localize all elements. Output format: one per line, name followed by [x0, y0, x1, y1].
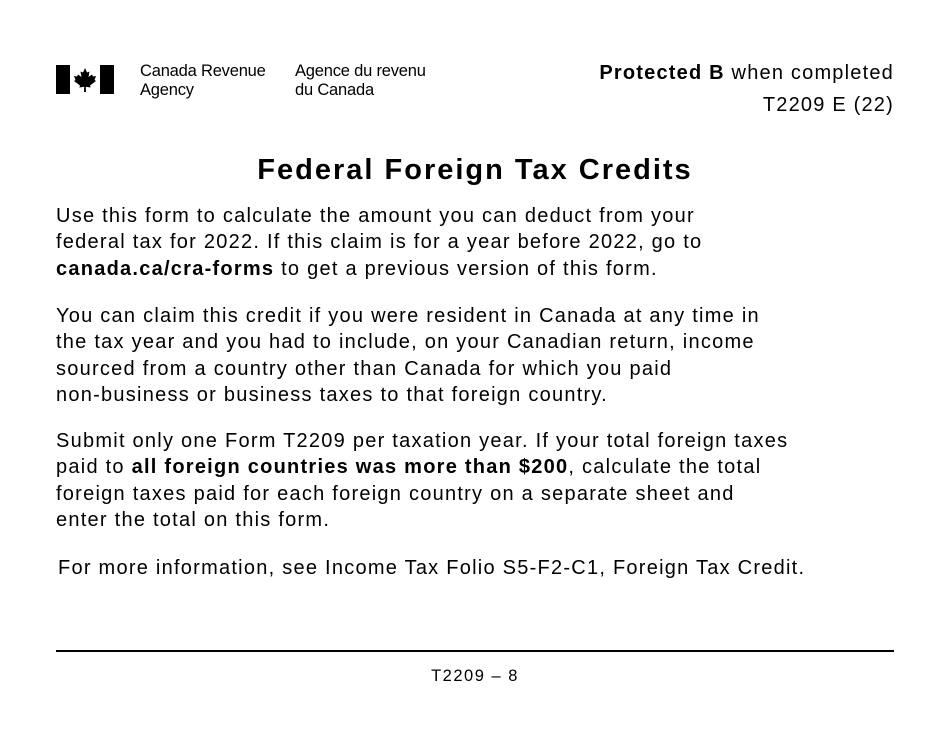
paragraph-line: non-business or business taxes to that foreign country.: [56, 383, 608, 406]
agency-name-english-line: Agency: [140, 81, 194, 99]
eligibility-paragraph: [56, 303, 916, 408]
page-title: Federal Foreign Tax Credits: [257, 154, 693, 186]
paragraph-line: For more information, see Income Tax Folio S5-F2-C1, Foreign Tax Credit.: [58, 557, 806, 579]
protected-b-notice: [599, 62, 894, 85]
paragraph-line: enter the total on this form.: [56, 508, 331, 531]
paragraph-line: [56, 454, 916, 480]
paragraph-line: Use this form to calculate the amount you can deduct from your: [56, 205, 695, 227]
agency-name-french-line: du Canada: [295, 81, 374, 99]
agency-name-french: [295, 62, 426, 100]
footer-divider: [56, 650, 894, 652]
paragraph-line: Submit only one Form T2209 per taxation year. If your total foreign taxes: [56, 430, 789, 452]
paragraph-line: foreign taxes paid for each foreign country on a separate sheet and: [56, 482, 735, 505]
intro-paragraph: [56, 203, 916, 282]
emphasis-text: all foreign countries was more than $200: [131, 456, 569, 479]
submission-paragraph: [56, 428, 916, 533]
page-number: T2209 – 8: [431, 667, 519, 685]
paragraph-line: federal tax for 2022. If this claim is for a year before 2022, go to: [56, 231, 703, 254]
paragraph-text: to get a previous version of this form.: [274, 257, 658, 280]
form-code: T2209 E (22): [762, 94, 894, 116]
agency-name-french-line: Agence du revenu: [295, 62, 426, 80]
protected-b-label: Protected B: [599, 62, 725, 84]
paragraph-line: sourced from a country other than Canada for which you paid: [56, 357, 673, 380]
protected-b-suffix: when completed: [724, 62, 894, 84]
paragraph-text: paid to: [56, 456, 132, 479]
cra-forms-link[interactable]: canada.ca/cra-forms: [56, 257, 275, 280]
cra-logo: [56, 62, 436, 102]
paragraph-line: [56, 256, 916, 282]
paragraph-line: You can claim this credit if you were resident in Canada at any time in: [56, 305, 760, 327]
more-info-paragraph: [58, 555, 918, 581]
paragraph-text: , calculate the total: [568, 456, 762, 479]
agency-name-english-line: Canada Revenue: [140, 62, 266, 80]
canada-flag-icon: [56, 65, 114, 94]
paragraph-line: the tax year and you had to include, on your Canadian return, income: [56, 331, 755, 354]
agency-name-english: [140, 62, 266, 100]
